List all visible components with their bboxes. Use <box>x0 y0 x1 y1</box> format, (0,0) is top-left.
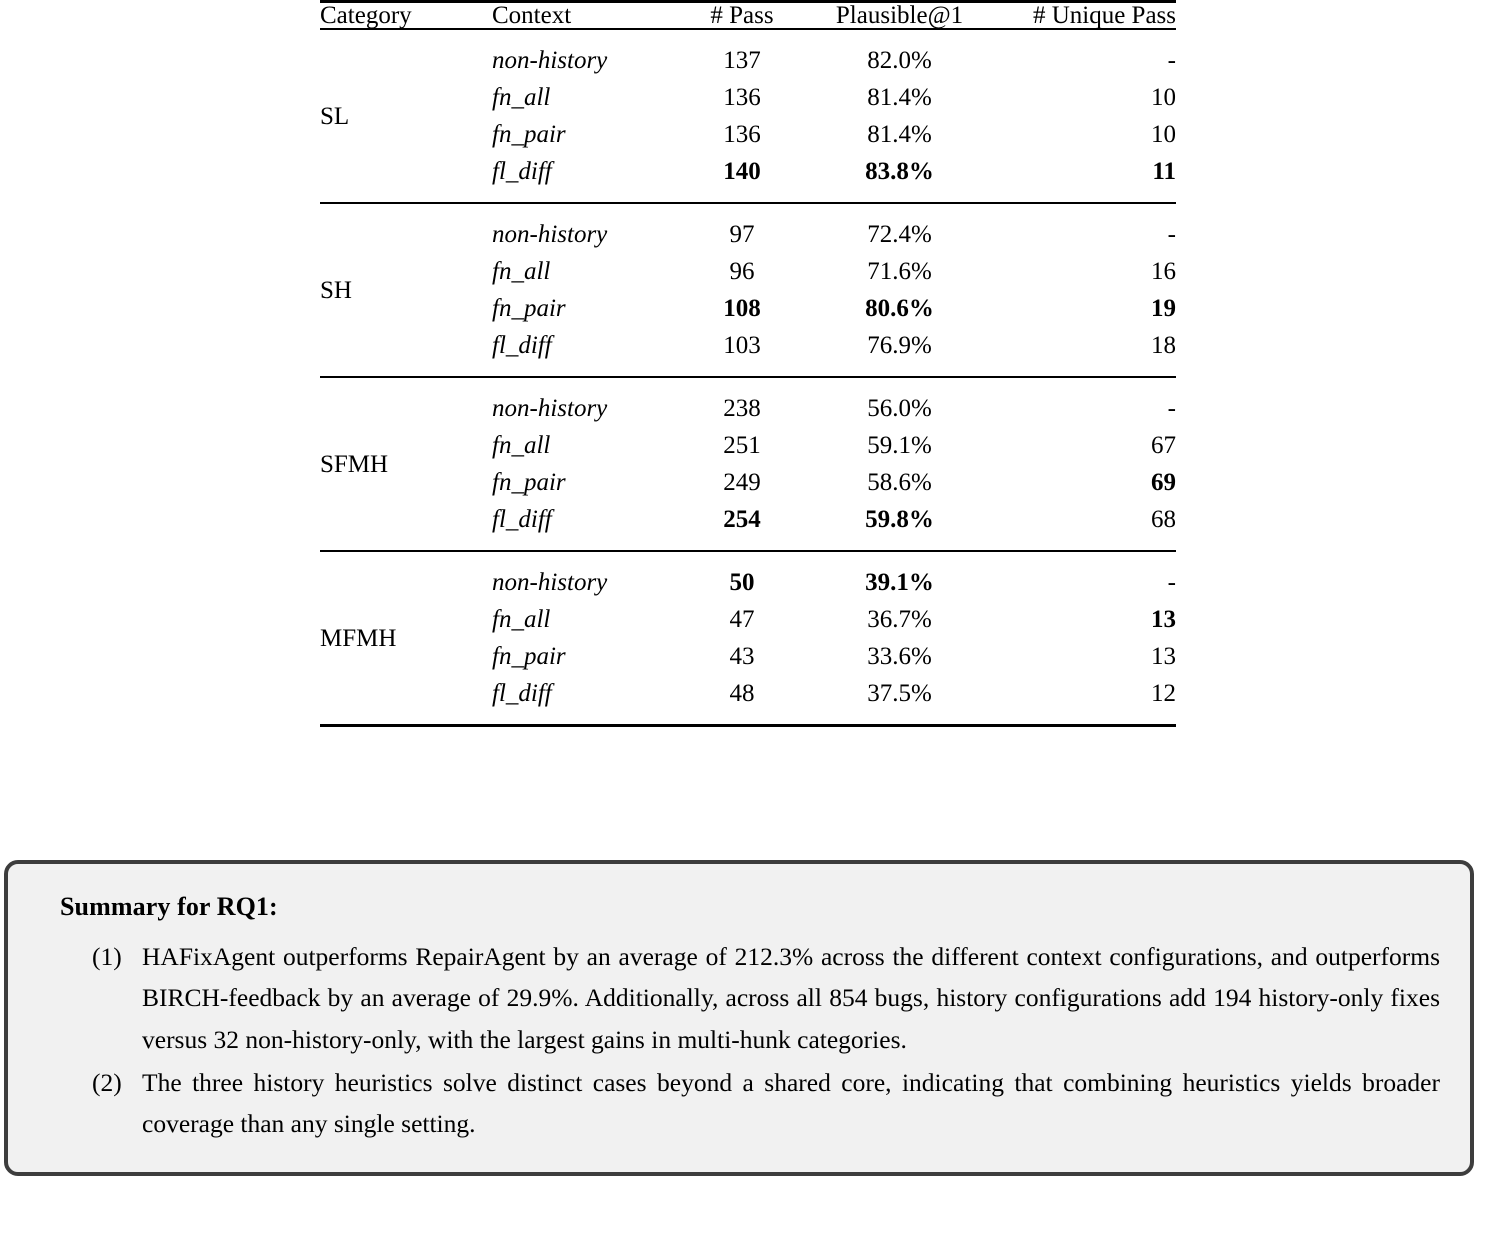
context-label: fl_diff <box>492 332 552 359</box>
table-rule-bottom <box>320 726 1176 728</box>
unique-pass-value: 10 <box>1151 84 1176 111</box>
pass-value: 136 <box>723 121 761 148</box>
unique-pass-value: 16 <box>1151 258 1176 285</box>
plausible-value: 33.6% <box>867 643 932 670</box>
summary-item-marker: (1) <box>92 942 122 971</box>
table-group-mfmh <box>320 552 1176 727</box>
plausible-value: 36.7% <box>867 606 932 633</box>
summary-item-text: The three history heuristics solve distinct cases beyond a shared core, indicating that combining heuristics yields broader coverage than any single setting. <box>142 1067 1440 1139</box>
unique-pass-value: 13 <box>1151 606 1176 633</box>
context-label: fn_pair <box>492 295 566 322</box>
context-label: non-history <box>492 395 608 422</box>
category-label-sfmh: SFMH <box>320 450 389 478</box>
plausible-value: 39.1% <box>865 569 934 596</box>
pass-value: 48 <box>729 680 755 707</box>
unique-pass-value: 12 <box>1151 680 1176 707</box>
category-label-sh: SH <box>320 276 352 304</box>
table-row <box>320 390 1176 427</box>
context-label: fn_pair <box>492 121 566 148</box>
plausible-value: 82.0% <box>867 47 932 74</box>
unique-pass-value: 10 <box>1151 121 1176 148</box>
pass-value: 97 <box>729 221 755 248</box>
table-group-sh <box>320 204 1176 378</box>
category-label-mfmh: MFMH <box>320 624 397 652</box>
pass-value: 136 <box>723 84 761 111</box>
pass-value: 43 <box>729 643 755 670</box>
summary-list-item <box>58 936 1440 1060</box>
pass-value: 47 <box>729 606 755 633</box>
plausible-value: 59.8% <box>865 506 934 533</box>
column-header-context: Context <box>492 2 572 29</box>
table-group-sfmh <box>320 378 1176 552</box>
unique-pass-value: 69 <box>1151 469 1176 496</box>
plausible-value: 56.0% <box>867 395 932 422</box>
summary-item-text: HAFixAgent outperforms RepairAgent by an average of 212.3% across the different context configurations, and outperforms BIRCH-feedback by an average of 29.9%. Additionally, across all 854 bugs, history configurations add 194 history-only fixes versus 32 non-history-only, with the largest gains in multi-hunk categories. <box>142 942 1440 1054</box>
context-label: fn_all <box>492 606 551 633</box>
unique-pass-value: 11 <box>1152 158 1176 185</box>
context-label: fl_diff <box>492 158 552 185</box>
unique-pass-value: 19 <box>1151 295 1176 322</box>
context-label: fl_diff <box>492 680 552 707</box>
column-header-category: Category <box>320 2 412 29</box>
unique-pass-value: - <box>1167 569 1176 596</box>
plausible-value: 76.9% <box>867 332 932 359</box>
plausible-value: 81.4% <box>867 84 932 111</box>
pass-value: 108 <box>723 295 761 322</box>
unique-pass-value: - <box>1167 395 1176 422</box>
unique-pass-value: - <box>1167 47 1176 74</box>
summary-title: Summary for RQ1: <box>60 892 278 921</box>
table-group-sl <box>320 30 1176 204</box>
table-row <box>320 42 1176 79</box>
unique-pass-value: 67 <box>1151 432 1176 459</box>
context-label: fn_pair <box>492 469 566 496</box>
plausible-value: 71.6% <box>867 258 932 285</box>
pass-value: 249 <box>723 469 761 496</box>
unique-pass-value: - <box>1167 221 1176 248</box>
results-table-container <box>320 0 1176 727</box>
column-header-unique-pass: # Unique Pass <box>1032 2 1176 29</box>
context-label: non-history <box>492 221 608 248</box>
pass-value: 251 <box>723 432 761 459</box>
unique-pass-value: 13 <box>1151 643 1176 670</box>
pass-value: 140 <box>723 158 761 185</box>
table-header <box>320 2 1176 31</box>
pass-value: 254 <box>723 506 761 533</box>
category-label-sl: SL <box>320 102 350 130</box>
context-label: non-history <box>492 47 608 74</box>
context-label: fn_pair <box>492 643 566 670</box>
table-row <box>320 216 1176 253</box>
pass-value: 238 <box>723 395 761 422</box>
table-header-row <box>320 3 1176 29</box>
summary-item-marker: (2) <box>92 1067 122 1097</box>
pass-value: 103 <box>723 332 761 359</box>
plausible-value: 83.8% <box>865 158 934 185</box>
context-label: non-history <box>492 569 608 596</box>
summary-list <box>58 936 1440 1144</box>
plausible-value: 58.6% <box>867 469 932 496</box>
plausible-value: 80.6% <box>865 295 934 322</box>
summary-list-item <box>58 1062 1440 1145</box>
plausible-value: 72.4% <box>867 221 932 248</box>
unique-pass-value: 18 <box>1151 332 1176 359</box>
plausible-value: 37.5% <box>867 680 932 707</box>
plausible-value: 59.1% <box>867 432 932 459</box>
pass-value: 137 <box>723 47 761 74</box>
results-table <box>320 0 1176 727</box>
table-row <box>320 564 1176 601</box>
column-header-plausible: Plausible@1 <box>835 2 964 29</box>
pass-value: 50 <box>729 569 755 596</box>
context-label: fl_diff <box>492 506 552 533</box>
plausible-value: 81.4% <box>867 121 932 148</box>
context-label: fn_all <box>492 432 551 459</box>
unique-pass-value: 68 <box>1151 506 1176 533</box>
pass-value: 96 <box>729 258 755 285</box>
context-label: fn_all <box>492 84 551 111</box>
context-label: fn_all <box>492 258 551 285</box>
summary-box <box>4 860 1474 1176</box>
column-header-pass: # Pass <box>710 2 774 29</box>
